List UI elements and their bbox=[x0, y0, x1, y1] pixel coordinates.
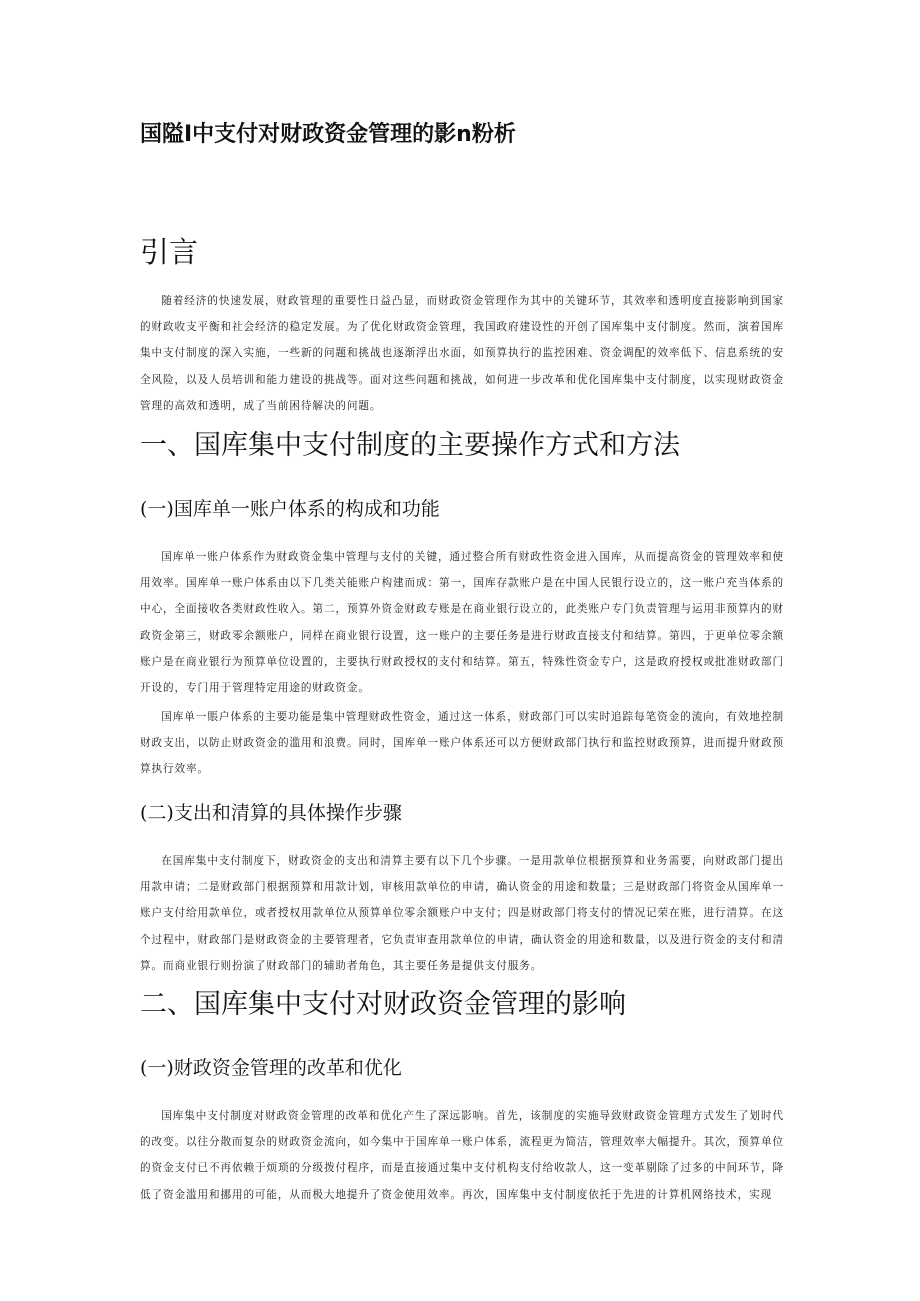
section-1-2-heading: (二)支出和清算的具体操作步骤 bbox=[140, 802, 402, 824]
section-1-1-heading: (一)国库单一账户体系的构成和功能 bbox=[140, 498, 440, 520]
intro-heading: 引言 bbox=[140, 235, 199, 269]
document-title: 国隘Ⅰ中支付对财政资金管理的影n粉析 bbox=[140, 122, 516, 147]
section-2-1-heading: (一)财政资金管理的改革和优化 bbox=[140, 1057, 402, 1079]
section-1-1-paragraph-1: 国库单一账户体系作为财政资金集中管理与支付的关键，通过整合所有财政性资金进入国库，从而提高资金的管理效率和使用效率。国库单一账户体系由以下几类关能账户构建而成：第一，国库存款账户是在中国人民银行设立的，这一账户充当体系的中心，全面接收各类财政性收入。第二，预算外资金财政专账是在商业银行设立的，此类账户专门负责管理与运用非预算内的财政资金第三，财政零余额账户，同样在商业银行设置，这一账户的主要任务是进行财政直接支付和结算。第四，于更单位零余额账户是在商业银行为预算单位设置的，主要执行财政授权的支付和结算。第五，特殊性资金专户，这是政府授权或批准财政部门开设的，专门用于管理特定用途的财政资金。 bbox=[140, 551, 784, 695]
intro-paragraph: 随着经济的快速发展，财政管理的重要性日益凸显，而财政资金管理作为其中的关键环节，其效率和透明度直接影响到国家的财政收支平衡和社会经济的稳定发展。为了优化财政资金管理，我国政府建设性的开创了国库集中支付制度。然而，演着国库集中支付制度的深入实施，一些新的问题和挑战也逐渐浮出水面，如预算执行的监控困难、资金调配的效率低下、信息系统的安全风险，以及人员培训和能力建设的挑战等。面对这些问题和挑战，如何进一步改革和优化国库集中支付制度，以实现财政资金管理的高效和透明，成了当前困待解决的问题。 bbox=[140, 295, 784, 412]
section-1-heading: 一、国库集中支付制度的主要操作方式和方法 bbox=[140, 430, 680, 461]
section-2-1-paragraph-1: 国库集中支付制度对财政资金管理的改革和优化产生了深远影响。首先，该制度的实施导致财政资金管理方式发生了划时代的改变。以往分散而复杂的财政资金流向，如今集中于国库单一账户体系，流程更为简洁，管理效率大幅提升。其次，预算单位的资金支付已不再依赖于烦琐的分级拨付程序，而是直接通过集中支付机构支付给收款人，这一变革剔除了过多的中间环节，降低了资金滥用和挪用的可能，从而极大地提升了资金使用效率。再次，国库集中支付制度依托于先进的计算机网络技术，实现 bbox=[140, 1110, 784, 1201]
section-1-2-paragraph-1: 在国库集中支付制度下，财政资金的支出和清算主要有以下几个步骤。一是用款单位根据预算和业务需要，向财政部门提出用款申请；二是财政部门根据预算和用款计划，审核用款单位的申请，确认资金的用途和数量；三是财政部门将资金从国库单一账户支付给用款单位，或者授权用款单位从预算单位零余额账户中支付；四是财政部门将支付的情况记荣在账，进行清算。在这个过程中，财政部门是财政资金的主要管理者，它负责审查用款单位的申请，确认资金的用途和数量，以及进行资金的支付和清算。而商业银行则扮演了财政部门的辅助者角色，其主要任务是提供支付服务。 bbox=[140, 855, 784, 972]
section-1-1-paragraph-2: 国库单一賬户体系的主要功能是集中管理财政性资金，通过这一体系，财政部门可以实时追踪每笔资金的流向，有效地控制财政支出，以防止财政资金的滥用和浪费。同时，国库单一账户体系还可以方便财政部门执行和监控财政预算，进而提升财政预算执行效率。 bbox=[140, 711, 784, 776]
section-2-heading: 二、国库集中支付对财政资金管理的影响 bbox=[140, 989, 626, 1020]
